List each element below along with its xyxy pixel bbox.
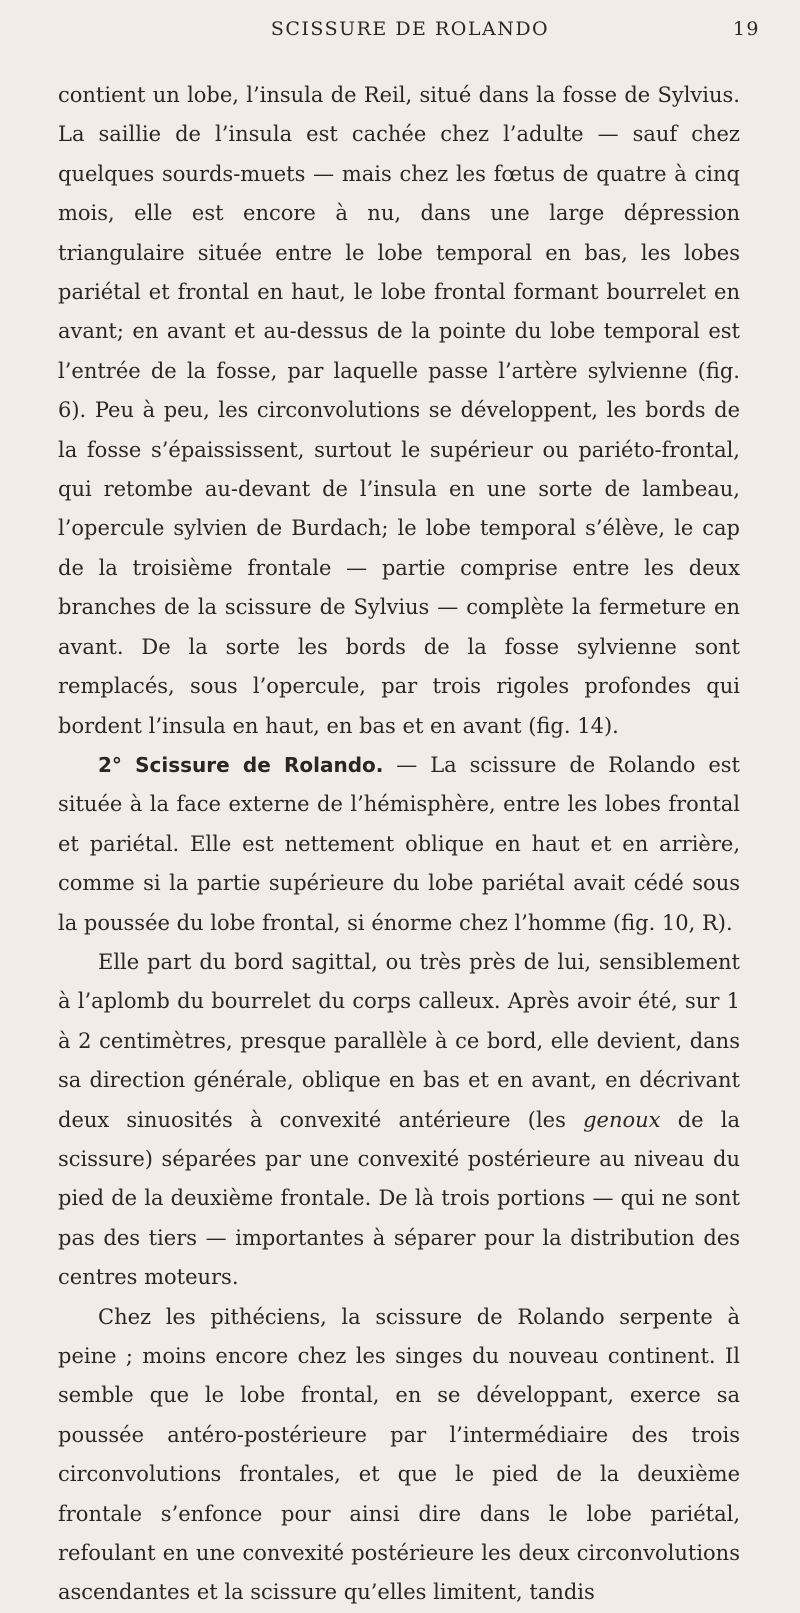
paragraph-rolando-course [58,943,740,1298]
paragraph-text: Elle part du bord sagittal, ou très près de lui, sensiblement à l’aplomb du bourrelet du corps calleux. Après avoir été, sur 1 à 2 centimètres, presque parallèle à ce bord, elle devient, dans sa direction générale, oblique en bas et en avant, en décrivant deux sinuosités à convexité antérieure (les [58,949,740,1132]
italic-term: genoux [583,1107,661,1132]
paragraph-pitheciens: Chez les pithéciens, la scissure de Rolando serpente à peine ; moins encore chez les singes du nouveau continent. Il semble que le lobe frontal, en se développant, exerce sa poussée antéro-postérieure par l’intermédiaire des trois circonvolutions frontales, et que le pied de la deuxième frontale s’enfonce pour ainsi dire dans le lobe pariétal, refoulant en une convexité postérieure les deux circonvolutions ascendantes et la scissure qu’elles limitent, tandis [58,1304,740,1605]
page-number: 19 [732,18,760,40]
running-title: SCISSURE DE ROLANDO [270,18,550,40]
paragraph-rolando-intro [58,746,740,943]
page-body [58,76,740,1613]
paragraph-text: de la scissure) séparées par une convexité postérieure au niveau du pied de la deuxième frontale. De là trois portions — qui ne sont pas des tiers — importantes à séparer pour la distribution des centres moteurs. [58,1107,740,1290]
running-header [60,18,760,46]
paragraph-text: — La scissure de Rolando est située à la face externe de l’hémisphère, entre les lobes frontal et pariétal. Elle est nettement oblique en haut et en arrière, comme si la partie supérieure du lobe pariétal avait cédé sous la poussée du lobe frontal, si énorme chez l’homme (fig. 10, R). [58,752,740,935]
paragraph-insula: contient un lobe, l’insula de Reil, situé dans la fosse de Sylvius. La saillie de l’insula est cachée chez l’adulte — sauf chez quelques sourds-muets — mais chez les fœtus de quatre à cinq mois, elle est encore à nu, dans une large dépression triangulaire située entre le lobe temporal en bas, les lobes pariétal et frontal en haut, le lobe frontal formant bourrelet en avant; en avant et au-dessus de la pointe du lobe temporal est l’entrée de la fosse, par laquelle passe l’artère sylvienne (fig. 6). Peu à peu, les circonvolutions se développent, les bords de la fosse s’épaississent, surtout le supérieur ou pariéto-frontal, qui retombe au-devant de l’insula en une sorte de lambeau, l’opercule sylvien de Burdach; le lobe temporal s’élève, le cap de la troisième frontale — partie comprise entre les deux branches de la scissure de Sylvius — complète la fermeture en avant. De la sorte les bords de la fosse sylvienne sont remplacés, sous l’opercule, par trois rigoles profondes qui bordent l’insula en haut, en bas et en avant (fig. 14). [58,83,740,738]
section-heading: 2° Scissure de Rolando. [98,752,384,777]
